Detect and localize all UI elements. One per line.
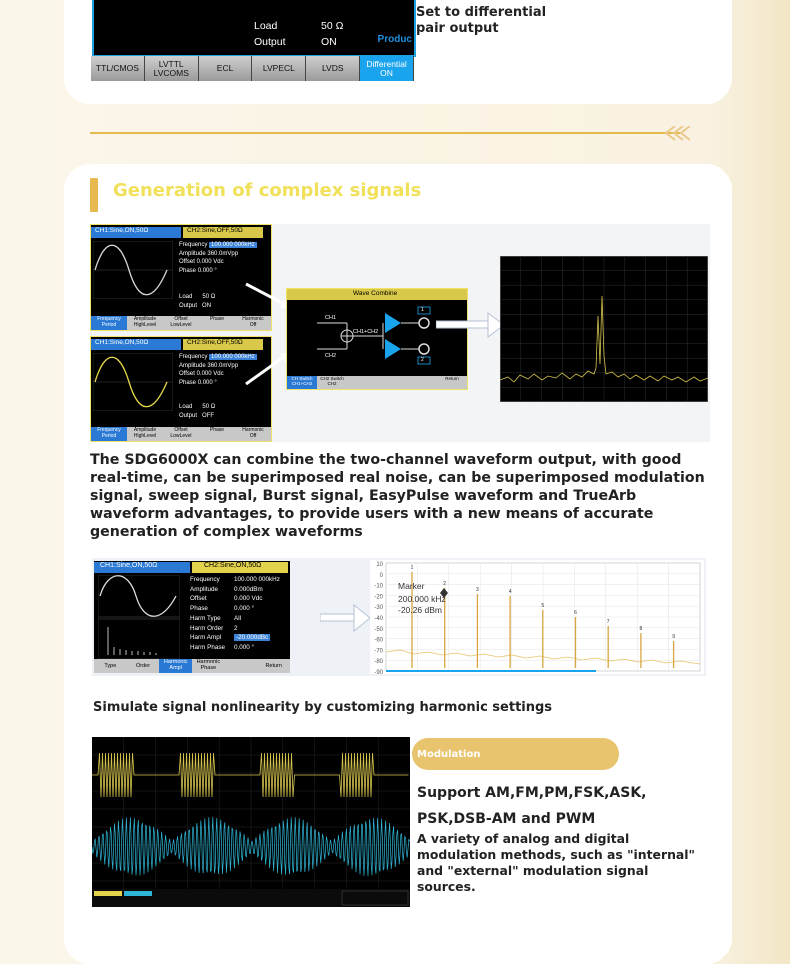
softkey-ttl-cmos[interactable]: TTL/CMOS bbox=[91, 56, 145, 81]
y-tick-label: -80 bbox=[374, 659, 383, 666]
y-tick-label: -40 bbox=[374, 616, 383, 622]
wave-combine-figure bbox=[90, 224, 710, 442]
title-accent-bar bbox=[90, 178, 98, 212]
harmonic-settings-screen bbox=[94, 561, 290, 673]
param-list: Frequency 100.000 000kHz Amplitude 360.0mVpp Offset 0.000 Vdc Phase 0.000 ° bbox=[179, 242, 255, 274]
peak-label: 9 bbox=[672, 634, 675, 640]
load-value: 50 Ω bbox=[321, 20, 344, 32]
softkeys-harmonic: Type Order Harmonic Ampl Harmonic Phase Return bbox=[94, 659, 290, 673]
y-tick-label: -90 bbox=[374, 670, 383, 674]
peak-label: 5 bbox=[541, 603, 545, 609]
peak-label: 8 bbox=[639, 626, 643, 632]
modulation-pill: Modulation bbox=[412, 738, 619, 770]
softkey-differential[interactable]: Differential ON bbox=[360, 56, 414, 81]
ch1-tab-b: CH1:Sine,ON,50Ω bbox=[100, 562, 158, 569]
ch1-tab: CH1:Sine,ON,50Ω bbox=[95, 227, 149, 234]
y-tick-label: -50 bbox=[374, 626, 383, 633]
softkey-lvpecl[interactable]: LVPECL bbox=[252, 56, 306, 81]
product-watermark: Produc bbox=[377, 34, 412, 45]
peak-label: 7 bbox=[606, 619, 610, 625]
instrument-screen-top bbox=[92, 0, 416, 57]
modulation-description: A variety of analog and digital modulation methods, such as "internal" and "external" modulation signal sources. bbox=[417, 831, 695, 894]
y-tick-label: -70 bbox=[374, 648, 383, 655]
ch1-tab-2: CH1:Sine,ON,50Ω bbox=[95, 339, 149, 346]
peak-label: 4 bbox=[508, 589, 512, 595]
y-tick-label: 0 bbox=[379, 572, 383, 579]
softkey-ecl[interactable]: ECL bbox=[199, 56, 253, 81]
sine-preview-2 bbox=[93, 353, 173, 411]
ch2-tab: CH2:Sine,OFF,50Ω bbox=[187, 227, 243, 234]
combined-spectrum bbox=[500, 256, 708, 402]
peak-label: 2 bbox=[443, 581, 447, 587]
peak-label: 3 bbox=[476, 587, 479, 593]
softkey-lvttl[interactable]: LVTTL LVCOMS bbox=[145, 56, 199, 81]
softkeys-combine: CH Switch CH1+CH2 CH2 Switch CH2 Return bbox=[287, 376, 467, 389]
load-label: Load bbox=[254, 20, 278, 32]
y-tick-label: -10 bbox=[374, 583, 383, 590]
combine-title: Wave Combine bbox=[353, 290, 398, 297]
arrow-right-icon-b bbox=[320, 602, 370, 634]
output-value: ON bbox=[321, 36, 337, 48]
harmonic-wave-preview bbox=[98, 575, 180, 659]
sine-preview bbox=[93, 241, 173, 299]
section-title: Generation of complex signals bbox=[113, 180, 422, 201]
ch2-tab-b: CH2:Sine,ON,50Ω bbox=[204, 562, 262, 569]
param-list-2: Frequency 100.000 000kHz Amplitude 360.0mVpp Offset 0.000 Vdc Phase 0.000 ° bbox=[179, 354, 255, 386]
wave-combine-screen: Wave Combine CH1 CH2 CH1+CH2 1 2 CH Switch CH1+CH2 CH2 Switch CH2 Return bbox=[286, 288, 468, 390]
softkeys-ch1: Frequency Period Amplitude HighLevel Offset LowLevel Phase Harmonic Off bbox=[91, 316, 271, 330]
softkey-bar-top bbox=[91, 56, 414, 81]
modulation-scope bbox=[92, 737, 410, 907]
combine-description: The SDG6000X can combine the two-channel waveform output, with good real-time, can be superimposed real noise, can be superimposed modulation signal, sweep signal, Burst signal, EasyPulse waveform and TrueArb waveform advantages, to provide users with a new means of accurate generation of complex waveforms bbox=[90, 452, 705, 540]
harmonics-figure bbox=[92, 558, 706, 676]
marker-level: -20.26 dBm bbox=[398, 605, 442, 615]
fsk-burst-trace bbox=[92, 753, 409, 797]
ch2-screen: CH1:Sine,ON,50Ω CH2:Sine,OFF,50Ω Frequency 100.000 000kHz Amplitude 360.0mVpp Offset 0.000 Vdc Phase 0.000 ° Load 50 Ω Output OFF Frequency Period Amplitude HighLevel Offset LowLevel Phase Harmonic Off bbox=[90, 336, 272, 442]
harmonic-spectrum bbox=[370, 560, 704, 674]
softkeys-ch2: Frequency Period Amplitude HighLevel Offset LowLevel Phase Harmonic Off bbox=[91, 427, 271, 441]
y-tick-label: 10 bbox=[376, 562, 383, 568]
modulation-waveform bbox=[92, 737, 410, 907]
y-tick-label: -60 bbox=[374, 637, 383, 644]
arrow-right-icon bbox=[436, 310, 506, 340]
y-tick-label: -30 bbox=[374, 605, 383, 612]
ch1-screen: CH1:Sine,ON,50Ω CH2:Sine,OFF,50Ω Frequency 100.000 000kHz Amplitude 360.0mVpp Offset 0.000 Vdc Phase 0.000 ° Load 50 Ω Output ON Frequency Period Amplitude HighLevel Offset LowLevel Phase Harmonic Off bbox=[90, 224, 272, 331]
peak-label: 1 bbox=[410, 565, 414, 571]
harmonics-caption: Simulate signal nonlinearity by customizing harmonic settings bbox=[93, 700, 553, 715]
softkey-lvds[interactable]: LVDS bbox=[306, 56, 360, 81]
modulation-heading: Support AM,FM,PM,FSK,ASK, PSK,DSB-AM and PWM bbox=[417, 785, 647, 827]
marker-frequency: 200.000 kHz bbox=[398, 594, 446, 604]
differential-description: Set to differential pair output bbox=[416, 5, 547, 37]
marker-label: Marker bbox=[398, 581, 425, 591]
harmonic-param-list: Frequency 100.000 000kHz Amplitude 0.000dBm Offset 0.000 Vdc Phase 0.000 ° Harm Type All Harm Order 2 Harm Ampl -20.000dBc Harm Phase 0.000 ° bbox=[190, 576, 280, 651]
y-tick-label: -20 bbox=[374, 594, 383, 601]
section-divider bbox=[90, 126, 690, 142]
peak-label: 6 bbox=[574, 610, 577, 616]
output-label: Output bbox=[254, 36, 286, 48]
ch2-tab-2: CH2:Sine,OFF,50Ω bbox=[187, 339, 243, 346]
